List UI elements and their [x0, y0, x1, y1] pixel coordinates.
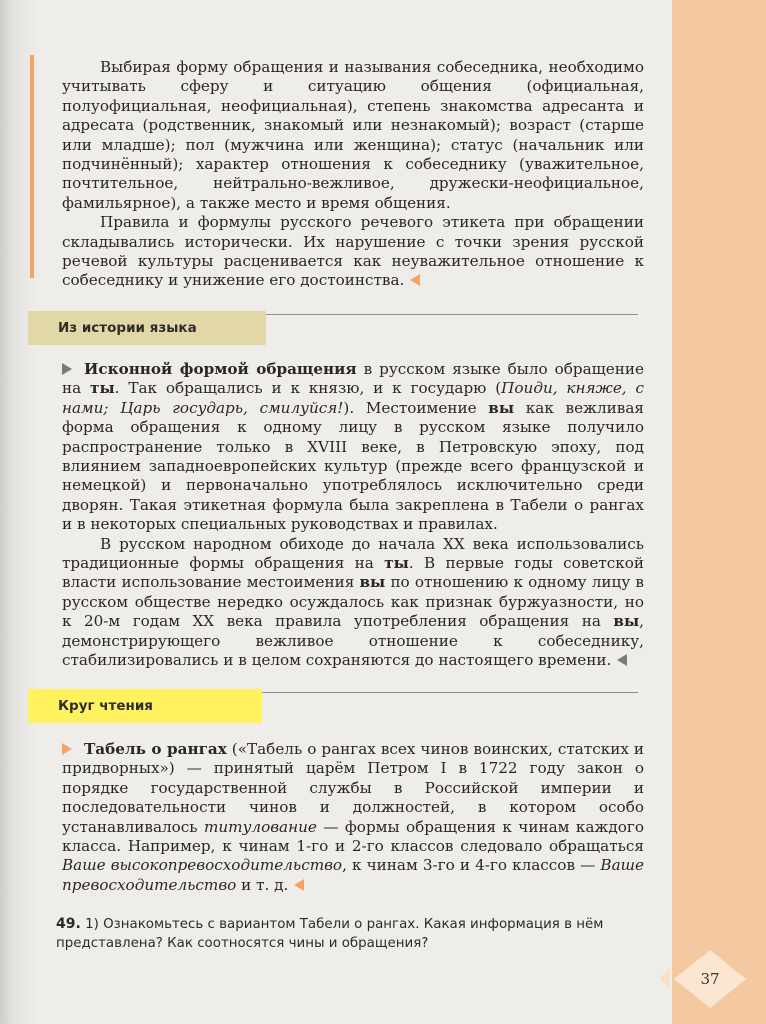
- history-p1-c: ). Местоимение: [343, 398, 489, 417]
- page-number-diamond-icon: [660, 948, 762, 1010]
- reading-italic-2: Ваше высокопревосходительство: [62, 856, 343, 875]
- page-number-badge: [660, 948, 762, 1010]
- task-text: 1) Ознакомьтесь с вариантом Табели о рангах. Какая информация в нём представлена? Как соотносятся чины и обращения?: [56, 917, 604, 951]
- end-arrow-icon: [617, 654, 627, 666]
- pronoun-vy: вы: [359, 573, 386, 592]
- task-49: [56, 915, 646, 953]
- intro-accent-bar: [30, 55, 34, 278]
- history-paragraph-1: [62, 360, 644, 535]
- reading-text: [62, 740, 644, 895]
- section-arrow-icon: [62, 743, 72, 755]
- history-section-header: Из истории языка: [28, 311, 266, 345]
- history-quote: Поиди, княже, с нами; Царь государь, смилуйся!: [62, 379, 644, 417]
- history-p1-d: как вежливая форма обращения к одному лицу в русском языке получило распространение только в XVIII веке, в Петровскую эпоху, под влиянием западноевропейских культур (прежде всего французской и немецкой) и первоначально употреблялось исключительно среди дворян. Такая этикетная формула была закреплена в Табели о рангах и в некоторых специальных руководствах и правилах.: [62, 398, 644, 534]
- history-p2-d: , демонстрирующего вежливое отношение к собеседнику, стабилизировались и в целом сохраняются до настоящего времени.: [62, 612, 644, 670]
- section-arrow-icon: [62, 363, 72, 375]
- history-paragraph-2: [62, 535, 644, 671]
- task-number: 49.: [56, 916, 81, 932]
- history-text: [62, 360, 644, 671]
- pronoun-vy: вы: [488, 398, 515, 417]
- reading-section-header: Круг чтения: [28, 689, 262, 723]
- reading-d: и т. д.: [236, 875, 289, 894]
- reading-b: — формы обращения к чинам каждого класса. Например, к чинам 1-го и 2-го классов следовало обращаться: [62, 817, 644, 856]
- intro-paragraph-2-text: Правила и формулы русского речевого этикета при обращении складывались исторически. Их нарушение с точки зрения русской речевой культуры расценивается как неуважительное отношение к собеседнику и унижение его достоинства.: [62, 213, 644, 290]
- reading-c: , к чинам 3-го и 4-го классов —: [342, 856, 601, 875]
- intro-text: [62, 58, 644, 291]
- end-arrow-icon: [294, 879, 304, 891]
- pronoun-ty: ты: [90, 379, 115, 398]
- history-term: Исконной формой обращения: [84, 360, 357, 378]
- intro-paragraph-1: Выбирая форму обращения и называния собеседника, необходимо учитывать сферу и ситуацию общения (официальная, полуофициальная, неофициальная), степень знакомства адресанта и адресата (родственник, знакомый или незнакомый); возраст (старше или младше); пол (мужчина или женщина); статус (начальник или подчинённый); характер отношения к собеседнику (уважительное, почтительное, нейтрально-вежливое, дружески-неофициальное, фамильярное), а также место и время общения.: [62, 58, 644, 212]
- history-p2-a: В русском народном обиходе до начала XX века использовались традиционные формы обращения на: [62, 534, 644, 573]
- history-p1-a: в русском языке было обращение на: [62, 360, 644, 398]
- reading-a: («Табель о рангах всех чинов воинских, статских и придворных») — принятый царём Петром I в 1722 году закон о порядке государственной службы в Российской империи и последовательности чинов и должностей, в котором особо устанавливалось: [62, 740, 645, 836]
- history-p2-b: . В первые годы советской власти использование местоимения: [62, 554, 644, 592]
- page-number: 37: [700, 970, 720, 988]
- history-p2-c: по отношению к одному лицу в русском обществе нередко осуждалось как признак буржуазности, но к 20-м годам XX века правила употребления обращения на: [62, 573, 644, 631]
- end-arrow-icon: [410, 274, 420, 286]
- intro-paragraph-2: [62, 213, 644, 291]
- page-margin-band: [672, 0, 766, 1024]
- history-p1-b: . Так обращались и к князю, и к государю (: [114, 379, 502, 398]
- reading-paragraph: [62, 740, 644, 895]
- pronoun-ty: ты: [384, 554, 409, 573]
- reading-italic-1: титулование: [204, 817, 317, 836]
- reading-italic-3: Ваше превосходительство: [62, 856, 644, 894]
- reading-term: Табель о рангах: [84, 740, 227, 758]
- pronoun-vy: вы: [613, 612, 640, 631]
